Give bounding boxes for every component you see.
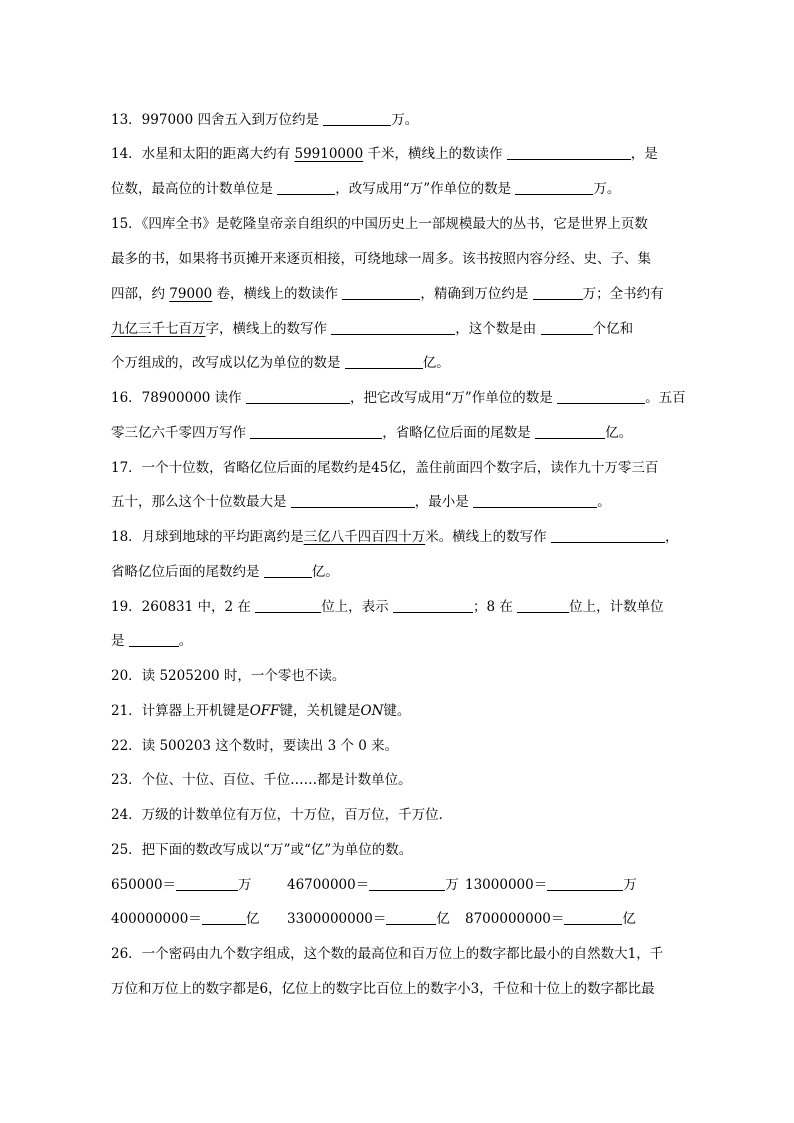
q17-text-b: ，最小是 [414,494,474,510]
q16-text-f: 亿。 [605,425,633,441]
q17-text-c: 。 [597,494,611,510]
question-18-line-2 [111,563,339,581]
q25-item [111,876,252,894]
q14-unit-blank[interactable] [277,180,335,195]
question-22: 22．读 500203 这个数时，要读出 3 个 0 来。 [111,738,399,754]
q25-unit: 万 [445,877,459,893]
question-15-line-2: 最多的书，如果将书页摊开来逐页相接，可绕地球一周多。该书按照内容分经、史、子、集 [111,251,651,267]
question-19-line-2 [111,632,192,650]
q25-answer-blank[interactable] [369,876,445,891]
q21-text-a: 21．计算器上开机键是 [111,703,250,719]
question-14-line-1 [111,145,658,163]
q15-text-a: 四部，约 [111,286,170,302]
q21-text-c: 键。 [383,703,411,719]
q14-read-blank[interactable] [507,145,631,160]
q25-item [465,910,636,928]
q16-text-e: ，省略亿位后面的尾数是 [382,425,536,441]
q16-read-blank[interactable] [246,389,350,404]
q13-text: 13．997000 四舍五入到万位约是 [111,112,324,128]
q19-means-blank[interactable] [393,598,473,613]
question-23: 23．个位、十位、百位、千位……都是计数单位。 [111,772,412,788]
question-19-line-1 [111,598,664,616]
q18-text-e: 亿。 [311,564,339,580]
q14-text-a: 14．水星和太阳的距离大约有 [111,146,295,162]
q25-number: 400000000＝ [111,911,202,927]
q13-answer-blank[interactable] [323,111,391,126]
q25-answer-blank[interactable] [564,910,622,925]
q15-text-d: 万；全书约有 [582,286,664,302]
q18-write-blank[interactable] [551,528,665,543]
question-17-line-1: 17．一个十位数，省略亿位后面的尾数约是45亿，盖住前面四个数字后，读作九十万零三百 [111,460,659,476]
question-24: 24．万级的计数单位有万位，十万位，百万位，千万位． [111,807,453,823]
q25-item [287,876,459,894]
q15-approx-blank[interactable] [533,285,583,300]
q16-write-blank[interactable] [250,424,382,439]
q18-text-d: 省略亿位后面的尾数约是 [111,564,264,580]
question-14-line-2 [111,180,620,198]
q25-number: 46700000＝ [287,877,370,893]
question-15-line-3 [111,285,664,303]
q25-unit: 亿 [436,911,450,927]
q15-text-i: 亿。 [422,355,450,371]
q15-text-c: ，精确到万位约是 [420,286,533,302]
q25-row-1 [111,876,671,894]
q15-underlined-words: 九亿三千七百万 [111,321,206,337]
question-21 [111,702,410,720]
q15-yi-blank[interactable] [345,354,423,369]
q25-number: 13000000＝ [465,877,548,893]
question-13 [111,111,418,129]
q19-text-e: 是 [111,633,129,649]
q16-yi-blank[interactable] [535,424,605,439]
q25-item [287,910,450,928]
q18-yi-blank[interactable] [264,563,312,578]
q17-max-blank[interactable] [291,493,415,508]
q25-unit: 亿 [245,911,260,927]
q14-text-e: ，改写成用“万”作单位的数是 [335,181,516,197]
q25-item [465,876,637,894]
question-15-line-4 [111,320,633,338]
q15-write-blank[interactable] [331,320,455,335]
q19-text-a: 19．260831 中，2 在 [111,599,256,615]
question-16-line-1 [111,389,686,407]
q14-text-b: 千米，横线上的数读作 [363,146,507,162]
q25-answer-blank[interactable] [202,910,246,925]
q16-text-c: 。五百 [645,390,686,406]
question-25-title: 25．把下面的数改写成以“万”或“亿”为单位的数。 [111,842,413,858]
q25-number: 650000＝ [111,877,177,893]
q25-answer-blank[interactable] [386,910,436,925]
q15-text-f: ，这个数是由 [455,321,541,337]
q21-text-b: 键，关机键是 [279,703,361,719]
q25-answer-blank[interactable] [547,876,623,891]
q19-text-d: 位上，计数单位 [569,599,664,615]
q16-text-d: 零三亿六千零四万写作 [111,425,251,441]
question-16-line-2 [111,424,632,442]
q19-text-c: ；8 在 [472,599,518,615]
q15-text-h: 个万组成的，改写成以亿为单位的数是 [111,355,345,371]
question-15-line-5 [111,354,450,372]
q16-text-a: 16．78900000 读作 [111,390,246,406]
q18-underlined-words: 三亿八千四百四十万 [303,529,426,545]
question-15-line-1: 15．《四库全书》是乾隆皇帝亲自组织的中国历史上一部规模最大的丛书，它是世界上页数 [111,216,648,232]
q19-place-8-blank[interactable] [517,598,569,613]
q19-unit-blank[interactable] [129,632,179,647]
q14-text-c: ，是 [630,146,658,162]
q15-text-b: 卷，横线上的数读作 [212,286,343,302]
q19-text-f: 。 [178,633,193,649]
q18-text-b: 米。横线上的数写作 [425,529,551,545]
q15-yi-count-blank[interactable] [541,320,593,335]
question-17-line-2 [111,493,611,511]
q18-text-a: 18．月球到地球的平均距离约是 [111,529,304,545]
q16-wan-blank[interactable] [557,389,645,404]
question-26-line-2: 万位和万位上的数字都是6，亿位上的数字比百位上的数字小3，千位和十位上的数字都比最 [111,981,655,997]
q16-text-b: ，把它改写成用“万”作单位的数是 [349,390,558,406]
q25-number: 3300000000＝ [287,911,387,927]
q14-underlined-number: 59910000 [294,146,364,162]
q21-off-key: OFF [249,703,280,719]
question-26-line-1: 26．一个密码由九个数字组成，这个数的最高位和百万位上的数字都比最小的自然数大1，千 [111,946,664,962]
q25-unit: 万 [623,877,637,893]
q14-text-d: 位数，最高位的计数单位是 [111,181,278,197]
q21-on-key: ON [360,703,384,719]
q25-row-2 [111,910,671,928]
q15-underlined-number: 79000 [169,286,213,302]
q14-text-f: 万。 [593,181,621,197]
q14-wan-blank[interactable] [515,180,593,195]
q15-read-blank[interactable] [342,285,420,300]
q13-unit: 万。 [391,112,419,128]
q17-text-a: 五十，那么这个十位数最大是 [111,494,291,510]
q15-text-e: 字，横线上的数写作 [205,321,332,337]
q25-unit: 万 [238,877,252,893]
q25-number: 8700000000＝ [465,911,565,927]
question-20: 20．读 5205200 时，一个零也不读。 [111,668,346,684]
q17-min-blank[interactable] [473,493,597,508]
q25-unit: 亿 [622,911,636,927]
q25-answer-blank[interactable] [176,876,238,891]
q15-text-g: 个亿和 [592,321,634,337]
q19-place-blank[interactable] [255,598,321,613]
q25-item [111,910,259,928]
q18-text-c: ， [664,529,679,545]
q19-text-b: 位上，表示 [321,599,393,615]
question-18-line-1 [111,528,678,546]
